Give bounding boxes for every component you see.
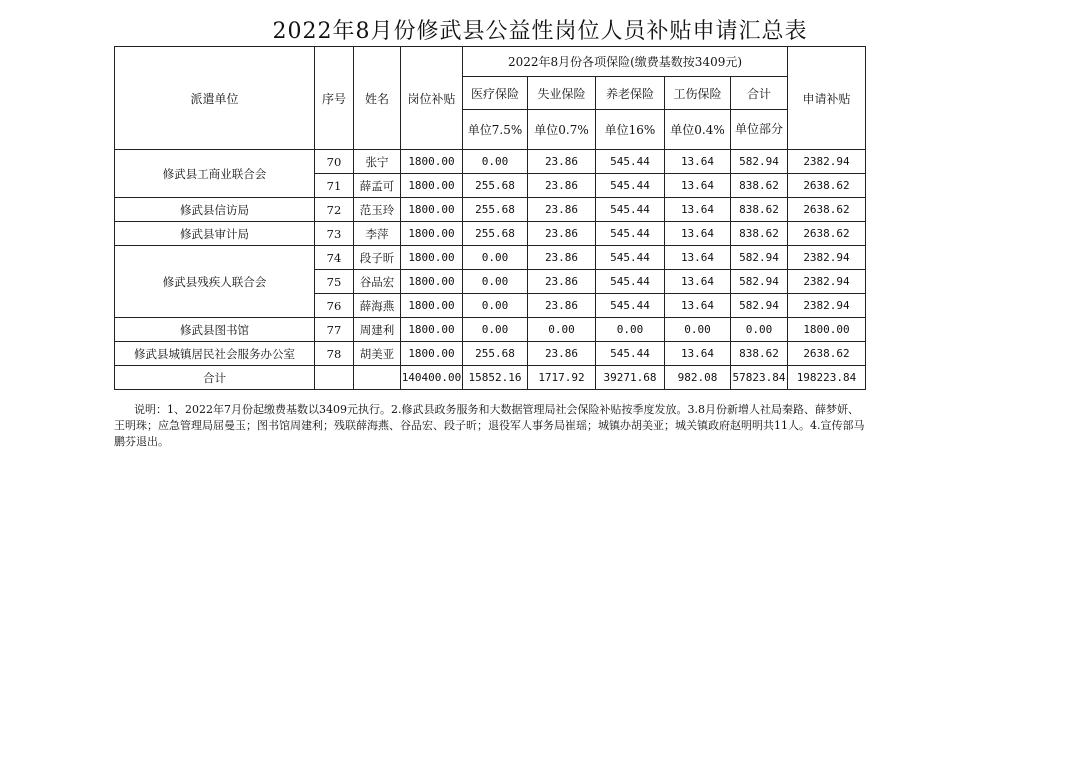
- name-cell: 胡美亚: [354, 342, 401, 366]
- post-subsidy-cell: 1800.00: [401, 150, 463, 174]
- header-post-subsidy: 岗位补贴: [401, 47, 463, 150]
- header-pension-rate: 单位16%: [596, 110, 665, 150]
- total-injury: 982.08: [665, 366, 731, 390]
- table-row: [115, 150, 866, 174]
- medical-cell: 0.00: [463, 318, 528, 342]
- injury-cell: 13.64: [665, 222, 731, 246]
- table-footer: [115, 366, 866, 390]
- pension-cell: 545.44: [596, 198, 665, 222]
- medical-cell: 255.68: [463, 222, 528, 246]
- pension-cell: 545.44: [596, 246, 665, 270]
- total-insurance-sum: 57823.84: [731, 366, 788, 390]
- dispatch-unit-cell: 修武县工商业联合会: [115, 150, 315, 198]
- medical-cell: 255.68: [463, 174, 528, 198]
- table-row: [115, 198, 866, 222]
- unemployment-cell: 0.00: [528, 318, 596, 342]
- post-subsidy-cell: 1800.00: [401, 174, 463, 198]
- total-medical: 15852.16: [463, 366, 528, 390]
- total-apply-subsidy: 198223.84: [788, 366, 866, 390]
- explanatory-note: 说明：1、2022年7月份起缴费基数以3409元执行。2.修武县政务服务和大数据管理局社会保险补贴按季度发放。3.8月份新增人社局秦路、薛梦妍、王明珠；应急管理局屈曼玉；图书馆周建利；残联薛海燕、谷品宏、段子昕；退役军人事务局崔瑶；城镇办胡美亚；城关镇政府赵明明共11人。4.宣传部马鹏芬退出。: [114, 403, 865, 448]
- name-cell: 范玉玲: [354, 198, 401, 222]
- header-medical-rate: 单位7.5%: [463, 110, 528, 150]
- injury-cell: 0.00: [665, 318, 731, 342]
- medical-cell: 0.00: [463, 150, 528, 174]
- header-unemployment-rate: 单位0.7%: [528, 110, 596, 150]
- apply-subsidy-cell: 2638.62: [788, 342, 866, 366]
- header-injury: 工伤保险: [665, 77, 731, 110]
- name-cell: 薛海燕: [354, 294, 401, 318]
- name-cell: 周建利: [354, 318, 401, 342]
- dispatch-unit-cell: 修武县审计局: [115, 222, 315, 246]
- seq-cell: 71: [315, 174, 354, 198]
- injury-cell: 13.64: [665, 270, 731, 294]
- header-total-part: 单位部分: [731, 110, 788, 150]
- unemployment-cell: 23.86: [528, 150, 596, 174]
- total-row: [115, 366, 866, 390]
- seq-cell: 77: [315, 318, 354, 342]
- medical-cell: 255.68: [463, 198, 528, 222]
- apply-subsidy-cell: 2382.94: [788, 294, 866, 318]
- unemployment-cell: 23.86: [528, 198, 596, 222]
- apply-subsidy-cell: 2382.94: [788, 150, 866, 174]
- header-injury-rate: 单位0.4%: [665, 110, 731, 150]
- injury-cell: 13.64: [665, 294, 731, 318]
- pension-cell: 545.44: [596, 222, 665, 246]
- injury-cell: 13.64: [665, 342, 731, 366]
- injury-cell: 13.64: [665, 246, 731, 270]
- table-row: [115, 246, 866, 270]
- post-subsidy-cell: 1800.00: [401, 270, 463, 294]
- total-pension: 39271.68: [596, 366, 665, 390]
- dispatch-unit-cell: 修武县图书馆: [115, 318, 315, 342]
- name-cell: 薛孟可: [354, 174, 401, 198]
- injury-cell: 13.64: [665, 150, 731, 174]
- insurance-sum-cell: 838.62: [731, 198, 788, 222]
- seq-cell: 78: [315, 342, 354, 366]
- post-subsidy-cell: 1800.00: [401, 342, 463, 366]
- apply-subsidy-cell: 2382.94: [788, 246, 866, 270]
- post-subsidy-cell: 1800.00: [401, 222, 463, 246]
- pension-cell: 545.44: [596, 294, 665, 318]
- unemployment-cell: 23.86: [528, 222, 596, 246]
- table-body: [115, 150, 866, 366]
- post-subsidy-cell: 1800.00: [401, 294, 463, 318]
- dispatch-unit-cell: 修武县城镇居民社会服务办公室: [115, 342, 315, 366]
- insurance-sum-cell: 582.94: [731, 270, 788, 294]
- insurance-sum-cell: 838.62: [731, 222, 788, 246]
- name-cell: 李萍: [354, 222, 401, 246]
- name-cell: 张宁: [354, 150, 401, 174]
- header-medical: 医疗保险: [463, 77, 528, 110]
- header-total: 合计: [731, 77, 788, 110]
- seq-cell: 75: [315, 270, 354, 294]
- apply-subsidy-cell: 2638.62: [788, 198, 866, 222]
- total-unemployment: 1717.92: [528, 366, 596, 390]
- header-dispatch-unit: 派遣单位: [115, 47, 315, 150]
- seq-cell: 76: [315, 294, 354, 318]
- table-row: [115, 222, 866, 246]
- dispatch-unit-cell: 修武县信访局: [115, 198, 315, 222]
- post-subsidy-cell: 1800.00: [401, 246, 463, 270]
- apply-subsidy-cell: 1800.00: [788, 318, 866, 342]
- insurance-sum-cell: 838.62: [731, 174, 788, 198]
- insurance-sum-cell: 582.94: [731, 246, 788, 270]
- pension-cell: 545.44: [596, 342, 665, 366]
- table-row: [115, 318, 866, 342]
- seq-cell: 72: [315, 198, 354, 222]
- table-row: [115, 342, 866, 366]
- injury-cell: 13.64: [665, 174, 731, 198]
- total-label: 合计: [115, 366, 315, 390]
- pension-cell: 0.00: [596, 318, 665, 342]
- post-subsidy-cell: 1800.00: [401, 318, 463, 342]
- injury-cell: 13.64: [665, 198, 731, 222]
- unemployment-cell: 23.86: [528, 246, 596, 270]
- total-name: [354, 366, 401, 390]
- seq-cell: 73: [315, 222, 354, 246]
- medical-cell: 0.00: [463, 270, 528, 294]
- insurance-sum-cell: 838.62: [731, 342, 788, 366]
- page-title: 2022年8月份修武县公益性岗位人员补贴申请汇总表: [272, 19, 808, 44]
- insurance-sum-cell: 582.94: [731, 150, 788, 174]
- medical-cell: 255.68: [463, 342, 528, 366]
- table-header: [115, 47, 866, 150]
- dispatch-unit-cell: 修武县残疾人联合会: [115, 246, 315, 318]
- apply-subsidy-cell: 2638.62: [788, 222, 866, 246]
- pension-cell: 545.44: [596, 174, 665, 198]
- header-name: 姓名: [354, 47, 401, 150]
- post-subsidy-cell: 1800.00: [401, 198, 463, 222]
- unemployment-cell: 23.86: [528, 174, 596, 198]
- medical-cell: 0.00: [463, 294, 528, 318]
- header-insurance-group: 2022年8月份各项保险(缴费基数按3409元): [463, 47, 788, 77]
- header-apply-subsidy: 申请补贴: [788, 47, 866, 150]
- pension-cell: 545.44: [596, 150, 665, 174]
- medical-cell: 0.00: [463, 246, 528, 270]
- apply-subsidy-cell: 2382.94: [788, 270, 866, 294]
- name-cell: 谷品宏: [354, 270, 401, 294]
- name-cell: 段子昕: [354, 246, 401, 270]
- header-pension: 养老保险: [596, 77, 665, 110]
- total-seq: [315, 366, 354, 390]
- header-seq: 序号: [315, 47, 354, 150]
- insurance-sum-cell: 0.00: [731, 318, 788, 342]
- seq-cell: 74: [315, 246, 354, 270]
- header-unemployment: 失业保险: [528, 77, 596, 110]
- seq-cell: 70: [315, 150, 354, 174]
- unemployment-cell: 23.86: [528, 270, 596, 294]
- pension-cell: 545.44: [596, 270, 665, 294]
- apply-subsidy-cell: 2638.62: [788, 174, 866, 198]
- unemployment-cell: 23.86: [528, 342, 596, 366]
- unemployment-cell: 23.86: [528, 294, 596, 318]
- insurance-sum-cell: 582.94: [731, 294, 788, 318]
- total-post-subsidy: 140400.00: [401, 366, 463, 390]
- subsidy-summary-table: [114, 46, 866, 390]
